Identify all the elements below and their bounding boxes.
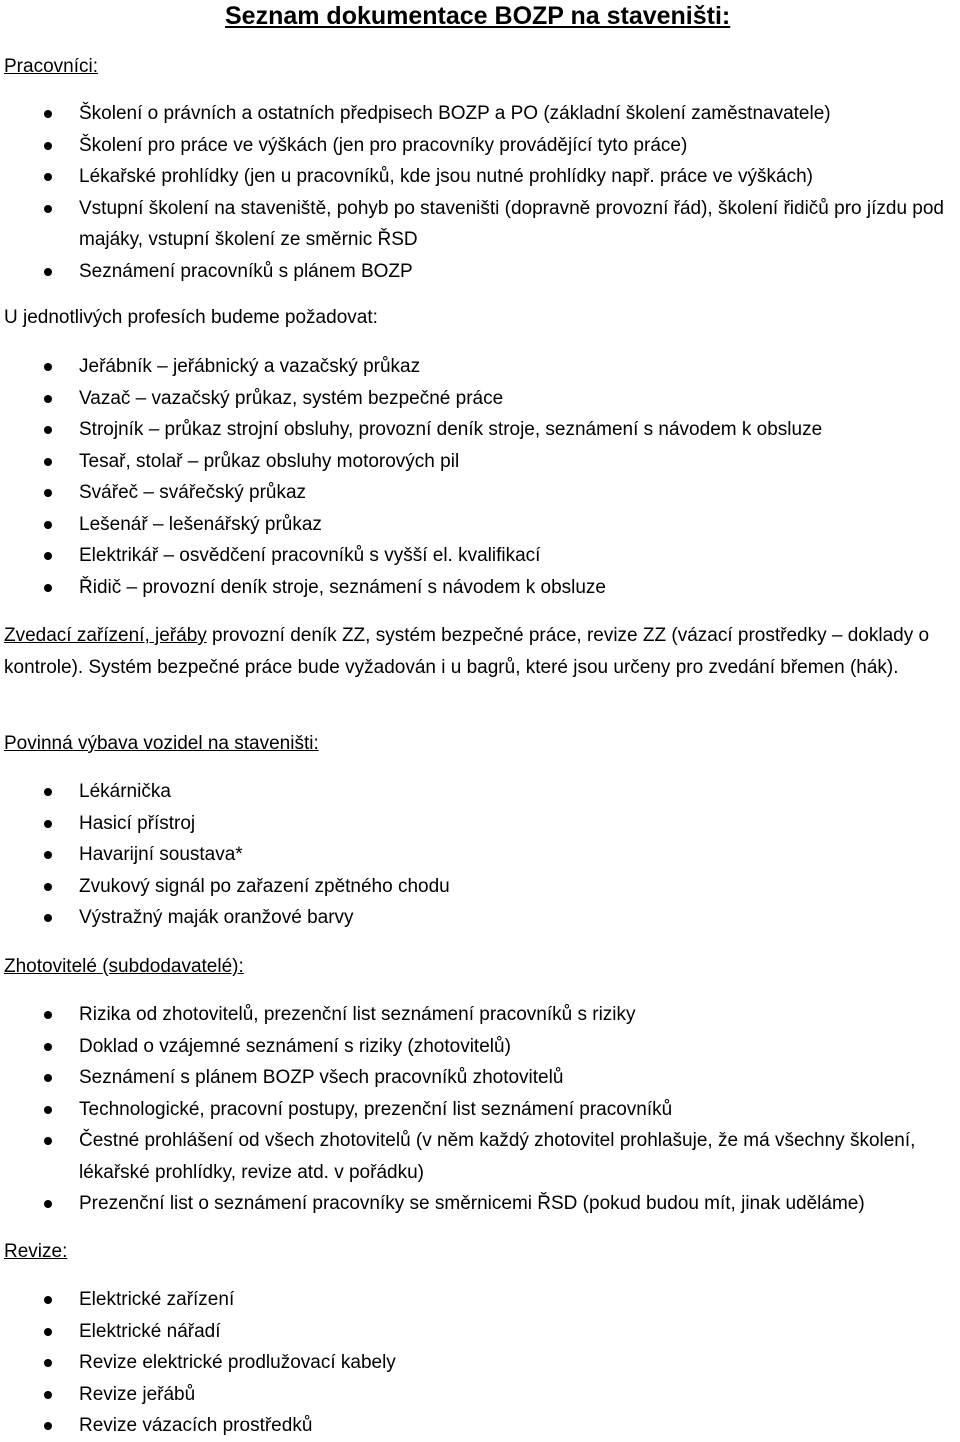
section-heading-revize: Revize: [4, 1241, 68, 1262]
list-item: Zvukový signál po zařazení zpětného chodu [0, 871, 960, 903]
list-item: Jeřábník – jeřábnický a vazačský průkaz [0, 351, 960, 383]
list-revize [0, 1284, 960, 1442]
list-item: Rizika od zhotovitelů, prezenční list seznámení pracovníků s riziky [0, 999, 960, 1031]
list-item: Řidič – provozní deník stroje, seznámení s návodem k obsluze [0, 572, 960, 604]
list-item: Revize jeřábů [0, 1379, 960, 1411]
list-item: Čestné prohlášení od všech zhotovitelů (v něm každý zhotovitel prohlašuje, že má všechny školení, lékařské prohlídky, revize atd. v pořádku) [0, 1125, 960, 1188]
list-zhotovitele [0, 999, 960, 1220]
list-item: Havarijní soustava* [0, 839, 960, 871]
list-item: Školení pro práce ve výškách (jen pro pracovníky provádějící tyto práce) [0, 130, 960, 162]
section-heading-zvedaci: Zvedací zařízení, jeřáby [4, 625, 207, 646]
section-heading-vybava: Povinná výbava vozidel na staveništi: [4, 733, 319, 754]
zvedaci-text: provozní deník ZZ, systém bezpečné práce, revize ZZ (vázací prostředky – doklady o kontrole). Systém bezpečné práce bude vyžadován i u bagrů, které jsou určeny pro zvedání břemen (hák). [4, 625, 930, 678]
document-title: Seznam dokumentace BOZP na staveništi: [225, 2, 731, 30]
list-item: Revize elektrické prodlužovací kabely [0, 1347, 960, 1379]
list-item: Výstražný maják oranžové barvy [0, 902, 960, 934]
list-item: Tesař, stolař – průkaz obsluhy motorových pil [0, 446, 960, 478]
list-item: Technologické, pracovní postupy, prezenční list seznámení pracovníků [0, 1094, 960, 1126]
section-heading-zhotovitele: Zhotovitelé (subdodavatelé): [4, 956, 244, 977]
list-item: Doklad o vzájemné seznámení s riziky (zhotovitelů) [0, 1031, 960, 1063]
list-item: Elektrické nářadí [0, 1316, 960, 1348]
list-item: Elektrické zařízení [0, 1284, 960, 1316]
list-item: Strojník – průkaz strojní obsluhy, provozní deník stroje, seznámení s návodem k obsluze [0, 414, 960, 446]
list-item: Školení o právních a ostatních předpisech BOZP a PO (základní školení zaměstnavatele) [0, 98, 960, 130]
list-item: Seznámení pracovníků s plánem BOZP [0, 256, 960, 288]
list-profese [0, 351, 960, 603]
list-item: Svářeč – svářečský průkaz [0, 477, 960, 509]
list-item: Elektrikář – osvědčení pracovníků s vyšší el. kvalifikací [0, 540, 960, 572]
list-item: Lékařské prohlídky (jen u pracovníků, kde jsou nutné prohlídky např. práce ve výškách) [0, 161, 960, 193]
list-vybava [0, 776, 960, 934]
list-item: Hasicí přístroj [0, 808, 960, 840]
list-item: Revize vázacích prostředků [0, 1410, 960, 1442]
list-item: Vstupní školení na staveniště, pohyb po staveništi (dopravně provozní řád), školení řidičů pro jízdu pod majáky, vstupní školení ze směrnic ŘSD [0, 193, 960, 256]
list-item: Lešenář – lešenářský průkaz [0, 509, 960, 541]
list-item: Prezenční list o seznámení pracovníky se směrnicemi ŘSD (pokud budou mít, jinak uděláme) [0, 1188, 960, 1220]
list-pracovnici [0, 98, 960, 287]
zvedaci-paragraph [4, 620, 956, 683]
section-heading-pracovnici: Pracovníci: [4, 56, 98, 77]
list-item: Seznámení s plánem BOZP všech pracovníků zhotovitelů [0, 1062, 960, 1094]
profese-intro: U jednotlivých profesích budeme požadovat: [4, 307, 378, 328]
list-item: Vazač – vazačský průkaz, systém bezpečné práce [0, 383, 960, 415]
list-item: Lékárnička [0, 776, 960, 808]
